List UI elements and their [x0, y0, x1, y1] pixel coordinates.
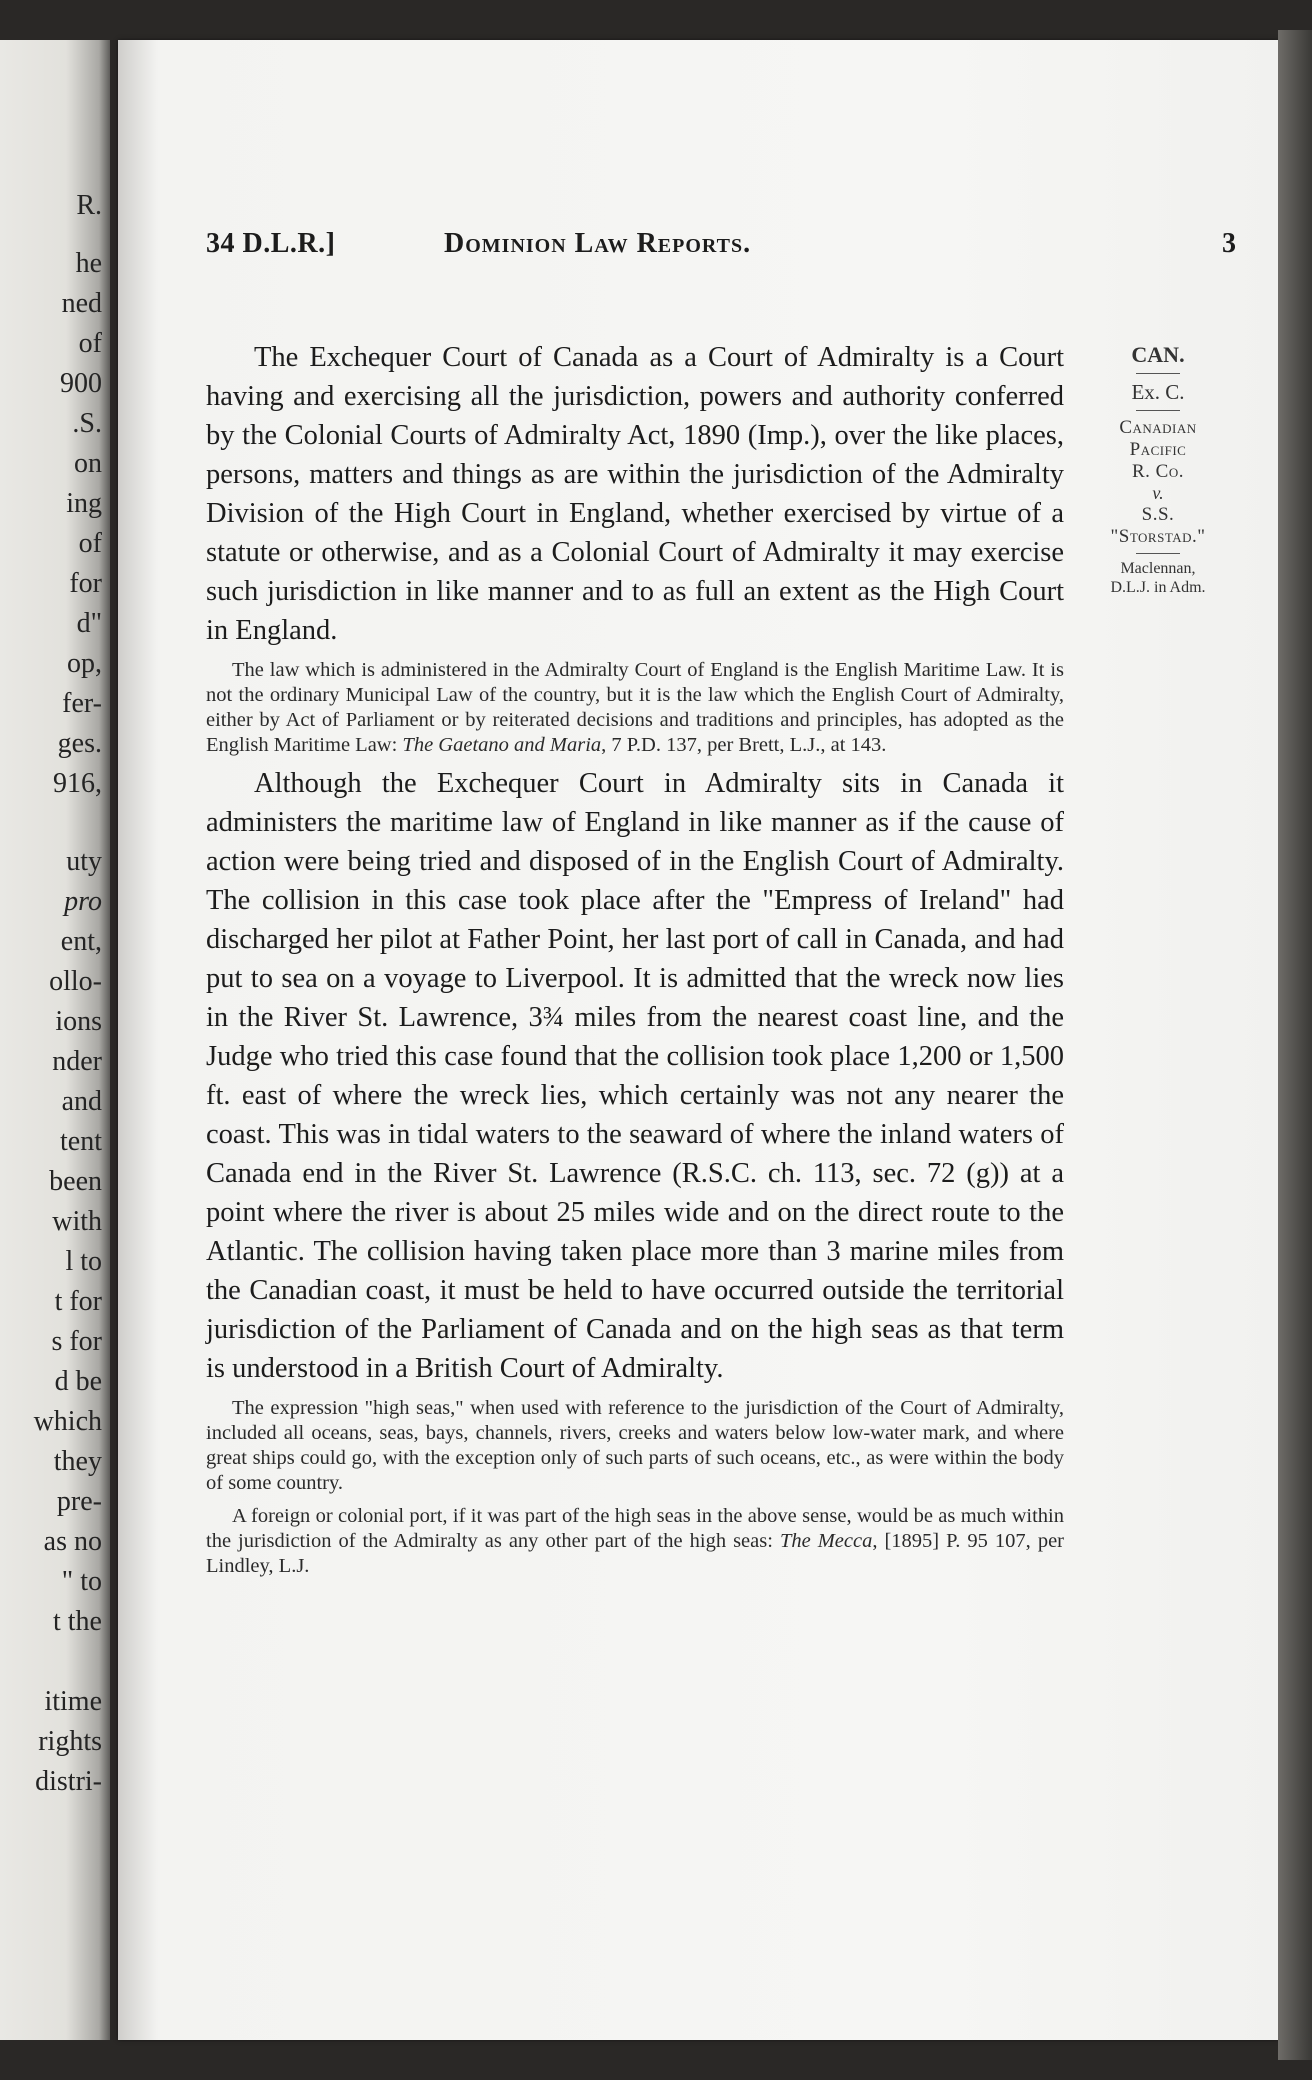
margin-party-line: R. Co.	[1132, 461, 1184, 483]
footnote-maritime-law: The law which is administered in the Admiralty Court of England is the English Maritime Law. It is not the ordinary Municipal Law of the country, but it is the law which the English Court of Admiralty, either by Act of Parliament or by reiterated decisions and traditions and principles, has adopted as the English Maritime Law: The Gaetano and Maria, 7 P.D. 137, per Brett, L.J., at 143.	[206, 659, 1064, 756]
facing-page-fragment: distri-	[35, 1766, 102, 1797]
margin-versus: v.	[1152, 482, 1164, 503]
divider	[1136, 553, 1180, 554]
facing-page-fragment: they	[53, 1446, 102, 1477]
facing-page-fragment: R.	[76, 190, 102, 221]
facing-page-fragment: ned	[61, 288, 102, 319]
margin-judge: D.L.J. in Adm.	[1110, 578, 1206, 596]
facing-page-fragment: ges.	[57, 728, 102, 759]
facing-page-fragment: with	[52, 1206, 102, 1237]
facing-page-fragment: been	[49, 1166, 102, 1197]
facing-page-fragment: he	[75, 248, 102, 279]
facing-page-fragment: for	[69, 568, 102, 599]
facing-page-fragment: d"	[76, 608, 102, 639]
facing-page-fragment: ent,	[60, 926, 102, 957]
facing-page	[0, 40, 110, 2040]
facing-page-fragment: ollo-	[49, 966, 102, 997]
facing-page-fragment: pre-	[56, 1486, 102, 1517]
divider	[1136, 373, 1180, 374]
margin-party-line: Canadian	[1119, 417, 1197, 439]
facing-page-fragment: 900	[60, 368, 102, 399]
facing-page-fragment: tent	[60, 1126, 102, 1157]
facing-page-fragment: uty	[66, 846, 102, 877]
facing-page-fragment: fer-	[62, 688, 102, 719]
divider	[1136, 410, 1180, 411]
facing-page-fragment: t the	[53, 1606, 102, 1637]
facing-page-fragment: on	[74, 448, 102, 479]
facing-page-fragment: and	[61, 1086, 102, 1117]
facing-page-fragment: ing	[66, 488, 102, 519]
page-number: 3	[1222, 228, 1236, 259]
main-text	[206, 338, 1064, 1585]
facing-page-fragment: rights	[38, 1726, 102, 1757]
facing-page-fragment: nder	[52, 1046, 102, 1077]
facing-page-fragment: pro	[64, 886, 102, 917]
facing-page-fragment: l to	[65, 1246, 102, 1277]
margin-judge: Maclennan,	[1120, 560, 1196, 578]
facing-page-fragment: as no	[43, 1526, 102, 1557]
paragraph-jurisdiction: The Exchequer Court of Canada as a Court of Admiralty is a Court having and exercising all the jurisdiction, powers and authority conferred by the Colonial Courts of Admiralty Act, 1890 (Imp.), over the like places, persons, matters and things as are within the jurisdiction of the Admiralty Division of the High Court in England, whether exercised by virtue of a statute or otherwise, and as a Colonial Court of Admiralty it may exercise such jurisdiction in like manner and to as full an extent as the High Court in England.	[206, 342, 1064, 646]
paragraph-collision: Although the Exchequer Court in Admiralty sits in Canada it administers the maritime law of England in like manner as if the cause of action were being tried and disposed of in the English Court of Admiralty. The collision in this case took place after the "Empress of Ireland" had discharged her pilot at Father Point, her last port of call in Canada, and had put to sea on a voyage to Liverpool. It is admitted that the wreck now lies in the River St. Lawrence, 3¾ miles from the nearest coast line, and the Judge who tried this case found that the collision took place 1,200 or 1,500 ft. east of where the wreck lies, which certainly was not any nearer the coast. This was in tidal waters to the seaward of where the inland waters of Canada end in the River St. Lawrence (R.S.C. ch. 113, sec. 72 (g)) at a point where the river is about 25 miles wide and on the direct route to the Atlantic. The collision having taken place more than 3 marine miles from the Canadian coast, it must be held to have occurred outside the territorial jurisdiction of the Parliament of Canada and on the high seas as that term is understood in a British Court of Admiralty.	[206, 768, 1064, 1384]
facing-page-fragment: t for	[54, 1286, 102, 1317]
margin-party-line: Pacific	[1129, 439, 1187, 461]
facing-page-fragment: itime	[44, 1686, 102, 1717]
footnote-high-seas: The expression "high seas," when used with reference to the jurisdiction of the Court of Admiralty, included all oceans, seas, bays, channels, rivers, creeks and waters below low-water mark, and where great ships could go, with the exception only of such parts of such oceans, etc., as were within the body of some country.	[206, 1397, 1064, 1494]
margin-party-line: S.S.	[1141, 503, 1175, 525]
facing-page-fragment: .S.	[72, 408, 102, 439]
facing-page-fragment: of	[78, 328, 102, 359]
case-name: The Gaetano and Maria	[402, 734, 602, 756]
volume-reference: 34 D.L.R.]	[206, 228, 336, 259]
facing-page-fragment: d be	[54, 1366, 102, 1397]
book-page	[118, 40, 1278, 2040]
facing-page-fragment: " to	[61, 1566, 102, 1597]
facing-page-fragment: of	[78, 528, 102, 559]
margin-court: Ex. C.	[1131, 380, 1185, 405]
report-title: Dominion Law Reports.	[444, 228, 752, 259]
running-header	[206, 228, 1236, 268]
facing-page-fragment: ions	[55, 1006, 102, 1037]
facing-page-fragment: which	[33, 1406, 102, 1437]
margin-note	[1078, 338, 1238, 597]
facing-page-fragment: 916,	[53, 768, 102, 799]
facing-page-fragment: s for	[51, 1326, 102, 1357]
facing-page-fragment: op,	[67, 648, 102, 679]
margin-country: CAN.	[1131, 342, 1185, 367]
margin-party-line: "Storstad."	[1110, 525, 1206, 547]
case-name: The Mecca	[779, 1530, 873, 1552]
footnote-foreign-port: A foreign or colonial port, if it was part of the high seas in the above sense, would be as much within the jurisdiction of the Admiralty as any other part of the high seas: The Mecca, [1895] P. 95 107, per Lindley, L.J.	[206, 1505, 1064, 1577]
page-edge	[1278, 30, 1312, 2060]
